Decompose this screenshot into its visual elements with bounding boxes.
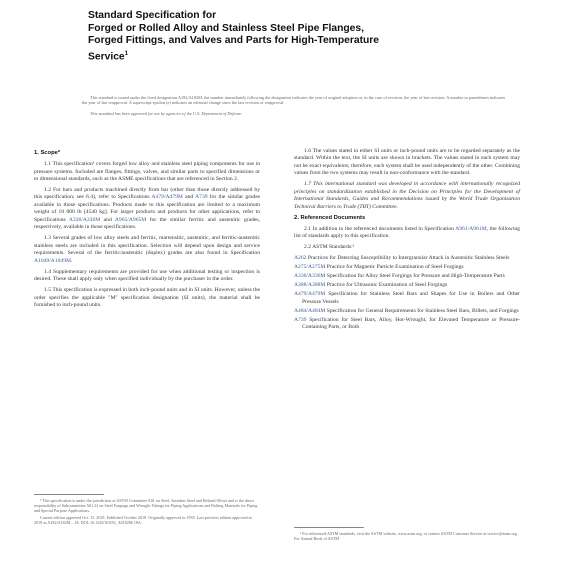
standard-entry xyxy=(294,264,520,271)
designation-note: This standard is issued under the fixed designation A182/A182M; the number immediately following the designation indicates the year of original adoption or, in the case of revision, the year of last revision. A number in parentheses indicates the year of last reapproval. A superscript epsilon (ε) indicates an editorial change since the last revision or reapproval. xyxy=(82,95,506,106)
title-footnote-mark: 1 xyxy=(124,50,128,57)
standard-title: Specification for Alloy Steel Forgings for Pressure and High-Temperature Parts xyxy=(325,273,505,280)
title-service: Service xyxy=(88,51,125,63)
text: for the similar grades available in those specifications. Products made to this specification are limited to a maximum weight of 10 000 lb [4540 kg]. For larger products and products for other applications, refer to Specifications xyxy=(34,194,260,223)
ref-link[interactable]: A479/A479M xyxy=(151,194,183,201)
paragraph-1-1: 1.1 This specification¹ covers forged low alloy and stainless steel piping components for use in pressure systems. Included are flanges, fittings, valves, and similar parts to specified dimensions or to dimensional standards, such as the ASME specifications that are referenced in Section 2. xyxy=(34,161,260,182)
standard-entry xyxy=(294,282,520,289)
standard-code-link[interactable]: A739 xyxy=(294,316,307,323)
standard-entry xyxy=(294,317,520,332)
standard-code-link[interactable]: A262 xyxy=(294,255,307,262)
ref-link[interactable]: A739 xyxy=(195,194,208,201)
text: . xyxy=(70,257,73,264)
footnote-divider-right xyxy=(294,527,364,528)
paragraph-1-3 xyxy=(34,235,260,265)
right-column xyxy=(294,148,520,333)
text: for the similar ferritic and austenitic grades, respectively, available in those specifications. xyxy=(34,216,260,231)
standard-title: Specification for Steel Bars, Alloy, Hot-Wrought, for Elevated Temperature or Pressure-Containing Parts, or Both xyxy=(302,316,520,331)
paragraph-2-1 xyxy=(294,226,520,241)
text: and xyxy=(100,216,115,223)
standards-list xyxy=(294,255,520,331)
document-title xyxy=(88,10,508,64)
title-line-3: Forged Fittings, and Valves and Parts for High-Temperature xyxy=(88,35,380,47)
ref-link[interactable]: A965/A965M xyxy=(114,216,147,223)
standard-code-link[interactable]: A336/A336M xyxy=(294,273,326,280)
paragraph-1-6: 1.6 The values stated in either SI units or inch-pound units are to be regarded separately as the standard. Within the text, the SI units are shown in brackets. The values stated in each system may not be exact equivalents; therefore, each system shall be used independently of the other. Combining values from the two systems may result in non-conformance with the standard. xyxy=(294,148,520,177)
section-heading-referenced-documents: 2. Referenced Documents xyxy=(294,214,366,221)
footnotes-left xyxy=(34,498,260,527)
paragraph-2-2: 2.2 ASTM Standards:² xyxy=(304,244,355,251)
preamble xyxy=(82,95,506,116)
text: and xyxy=(182,194,196,201)
left-column xyxy=(34,148,260,313)
standard-title: Specification for General Requirements for Stainless Steel Bars, Billets, and Forgings xyxy=(325,307,519,314)
standard-entry xyxy=(294,273,520,280)
paragraph-1-4: 1.4 Supplementary requirements are provided for use when additional testing or inspection is desired. These shall apply only when specified individually by the purchaser in the order. xyxy=(34,268,260,283)
standard-code-link[interactable]: A388/A388M xyxy=(294,282,326,289)
ref-link[interactable]: A961/A961M xyxy=(455,225,487,232)
footnotes-right xyxy=(294,531,520,541)
footnote-divider xyxy=(34,494,104,495)
standard-title: Specification for Stainless Steel Bars and Shapes for Use in Boilers and Other Pressure Vessels xyxy=(302,291,520,305)
standard-title: Practice for Ultrasonic Examination of Steel Forgings xyxy=(325,282,448,289)
standard-code-link[interactable]: A479/A479M xyxy=(294,291,326,298)
standard-title: Practices for Detecting Susceptibility to Intergranular Attack in Austenitic Stainless Steels xyxy=(306,255,510,262)
text: 2.1 In addition to the referenced documents listed in Specification xyxy=(304,225,456,232)
section-heading-scope: 1. Scope* xyxy=(34,150,61,156)
paragraph-1-7: 1.7 This international standard was developed in accordance with internationally recognized principles on standardization established in the Decision on Principles for the Development of International Standards, Guides and Recommendations issued by the World Trade Organization Technical Barriers to Trade (TBT) Committee. xyxy=(294,181,520,210)
standard-code-link[interactable]: A275/A275M xyxy=(294,264,326,271)
standard-title: Practice for Magnetic Particle Examination of Steel Forgings xyxy=(325,264,464,271)
paragraph-1-5: 1.5 This specification is expressed in both inch-pound units and in SI units. However, unless the order specifies the applicable "M" specification designation (SI units), the material shall be furnished to inch-pound units. xyxy=(34,287,260,309)
footnote-2: ² For referenced ASTM standards, visit the ASTM website, www.astm.org, or contact ASTM Customer Service at service@astm.org. For Annual Book of ASTM xyxy=(294,531,518,542)
ref-link[interactable]: A1049/A1049M xyxy=(34,257,71,264)
footnote-edition: Current edition approved Oct. 15, 2018. Published October 2018. Originally approved in 1935. Last previous edition approved in 2018 as A182/A182M – 18. DOI: 10.1520/A0182_A0182M-18A. xyxy=(34,515,252,526)
title-line-2: Forged or Rolled Alloy and Stainless Steel Pipe Flanges, xyxy=(88,22,364,34)
title-line-4 xyxy=(88,48,508,64)
paragraph-1-2 xyxy=(34,187,260,232)
standard-entry xyxy=(294,308,520,315)
standard-entry xyxy=(294,255,520,262)
text: , the following list of standards apply to this specification. xyxy=(294,225,520,240)
text: 1.2 For bars and products machined directly from bar (other than those directly addressed by this specification; see 6.4), refer to Specifications xyxy=(34,187,260,201)
standard-code-link[interactable]: A484/A484M xyxy=(294,307,326,314)
ref-link[interactable]: A336/A336M xyxy=(68,216,101,223)
text: 1.3 Several grades of low alloy steels and ferritic, martensitic, austenitic, and ferritic-austenitic stainless steels are included in this specification. Selection will depend upon design and service requirements. Several of the ferritic/austenitic (duplex) grades are also found in Specification xyxy=(34,235,260,257)
title-line-1: Standard Specification for xyxy=(88,10,217,21)
footnote-1: ¹ This specification is under the jurisdiction of ASTM Committee A01 on Steel, Stainless Steel and Related Alloys and is the direct responsibility of Subcommittee A01.22 on Steel Forgings and Wrought Fittings for Piping Applications and Bolting Materials for Piping and Special Purpose Applications. xyxy=(34,498,258,514)
standard-entry xyxy=(294,291,520,306)
dod-approval-note: This standard has been approved for use by agencies of the U.S. Department of Defense. xyxy=(90,110,243,116)
